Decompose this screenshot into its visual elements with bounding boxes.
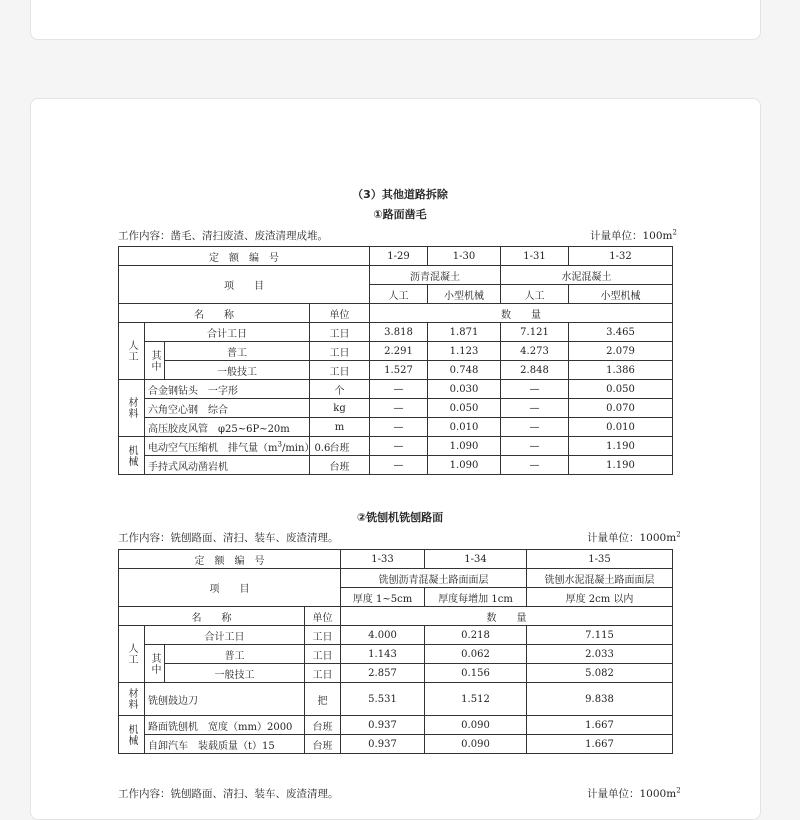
among-label: 其中 xyxy=(145,645,165,683)
group-header: 铣刨沥青混凝土路面面层 xyxy=(341,569,527,588)
code-cell: 1-29 xyxy=(370,247,428,266)
table-row: 高压胶皮风管 φ25~6P~20m m — 0.010 — 0.010 xyxy=(119,418,673,437)
group-header: 水泥混凝土 xyxy=(501,266,673,285)
table-row: 机械 路面铣刨机 宽度（mm）2000 台班 0.937 0.090 1.667 xyxy=(119,716,673,735)
among-label: 其中 xyxy=(145,342,165,380)
table-row: 六角空心钢 综合 kg — 0.050 — 0.070 xyxy=(119,399,673,418)
table2-subtitle: ②铣刨机铣刨路面 xyxy=(356,511,444,524)
category-labor: 人工 xyxy=(119,626,145,683)
table-row: 材料 铣刨鼓边刀 把 5.531 1.512 9.838 xyxy=(119,683,673,716)
table-row: 其中 普工 工日 1.143 0.062 2.033 xyxy=(119,645,673,664)
header-item: 项 目 xyxy=(119,266,370,304)
category-machinery: 机械 xyxy=(119,716,145,754)
table-row: 手持式风动凿岩机 台班 — 1.090 — 1.190 xyxy=(119,456,673,475)
table-row: 人工 合计工日 工日 4.000 0.218 7.115 xyxy=(119,626,673,645)
quota-table-1 xyxy=(118,246,673,475)
header-unit: 单位 xyxy=(310,304,370,323)
sub-header: 厚度 2cm 以内 xyxy=(527,588,673,607)
previous-page-card xyxy=(30,0,761,40)
header-code: 定 额 编 号 xyxy=(119,247,370,266)
header-item: 项 目 xyxy=(119,569,341,607)
table-row: 一般技工 工日 2.857 0.156 5.082 xyxy=(119,664,673,683)
sub-header: 小型机械 xyxy=(569,285,673,304)
sub-header: 人工 xyxy=(370,285,428,304)
header-unit: 单位 xyxy=(305,607,341,626)
bottom-work-content: 工作内容：铣刨路面、清扫、装车、废渣清理。 xyxy=(118,788,339,800)
table1-work-content: 工作内容：凿毛、清扫废渣、废渣清理成堆。 xyxy=(118,230,328,242)
quota-table-2 xyxy=(118,549,673,754)
header-qty: 数 量 xyxy=(370,304,673,323)
table1-unit: 计量单位：$100m^2$ xyxy=(590,228,677,242)
category-labor: 人工 xyxy=(119,323,145,380)
header-qty: 数 量 xyxy=(341,607,673,626)
section-title: （3）其他道路拆除 xyxy=(352,188,448,201)
code-cell: 1-33 xyxy=(341,550,425,569)
category-material: 材料 xyxy=(119,683,145,716)
sub-header: 人工 xyxy=(501,285,569,304)
header-code: 定 额 编 号 xyxy=(119,550,341,569)
table1-subtitle: ①路面凿毛 xyxy=(373,208,427,221)
code-cell: 1-32 xyxy=(569,247,673,266)
table-row: 自卸汽车 装载质量（t）15 台班 0.937 0.090 1.667 xyxy=(119,735,673,754)
category-material: 材料 xyxy=(119,380,145,437)
category-machinery: 机械 xyxy=(119,437,145,475)
sub-header: 厚度 1~5cm xyxy=(341,588,425,607)
table-row: 一般技工 工日 1.527 0.748 2.848 1.386 xyxy=(119,361,673,380)
code-cell: 1-31 xyxy=(501,247,569,266)
table-row: 人工 合计工日 工日 3.818 1.871 7.121 3.465 xyxy=(119,323,673,342)
table2-unit: 计量单位：$1000m^2$ xyxy=(587,530,681,544)
header-name: 名 称 xyxy=(119,607,305,626)
code-cell: 1-35 xyxy=(527,550,673,569)
table-row: 材料 合金钢钻头 一字形 个 — 0.030 — 0.050 xyxy=(119,380,673,399)
table-row: 机械 电动空气压缩机 排气量$(m^3/\min)0.6$ 台班 — 1.090 — 1.190 xyxy=(119,437,673,456)
group-header: 铣刨水泥混凝土路面面层 xyxy=(527,569,673,588)
header-name: 名 称 xyxy=(119,304,310,323)
table2-work-content: 工作内容：铣刨路面、清扫、装车、废渣清理。 xyxy=(118,532,339,544)
table-row: 其中 普工 工日 2.291 1.123 4.273 2.079 xyxy=(119,342,673,361)
sub-header: 厚度每增加 1cm xyxy=(425,588,527,607)
sub-header: 小型机械 xyxy=(428,285,501,304)
group-header: 沥青混凝土 xyxy=(370,266,501,285)
code-cell: 1-34 xyxy=(425,550,527,569)
code-cell: 1-30 xyxy=(428,247,501,266)
bottom-unit: 计量单位：$1000m^2$ xyxy=(587,786,681,800)
